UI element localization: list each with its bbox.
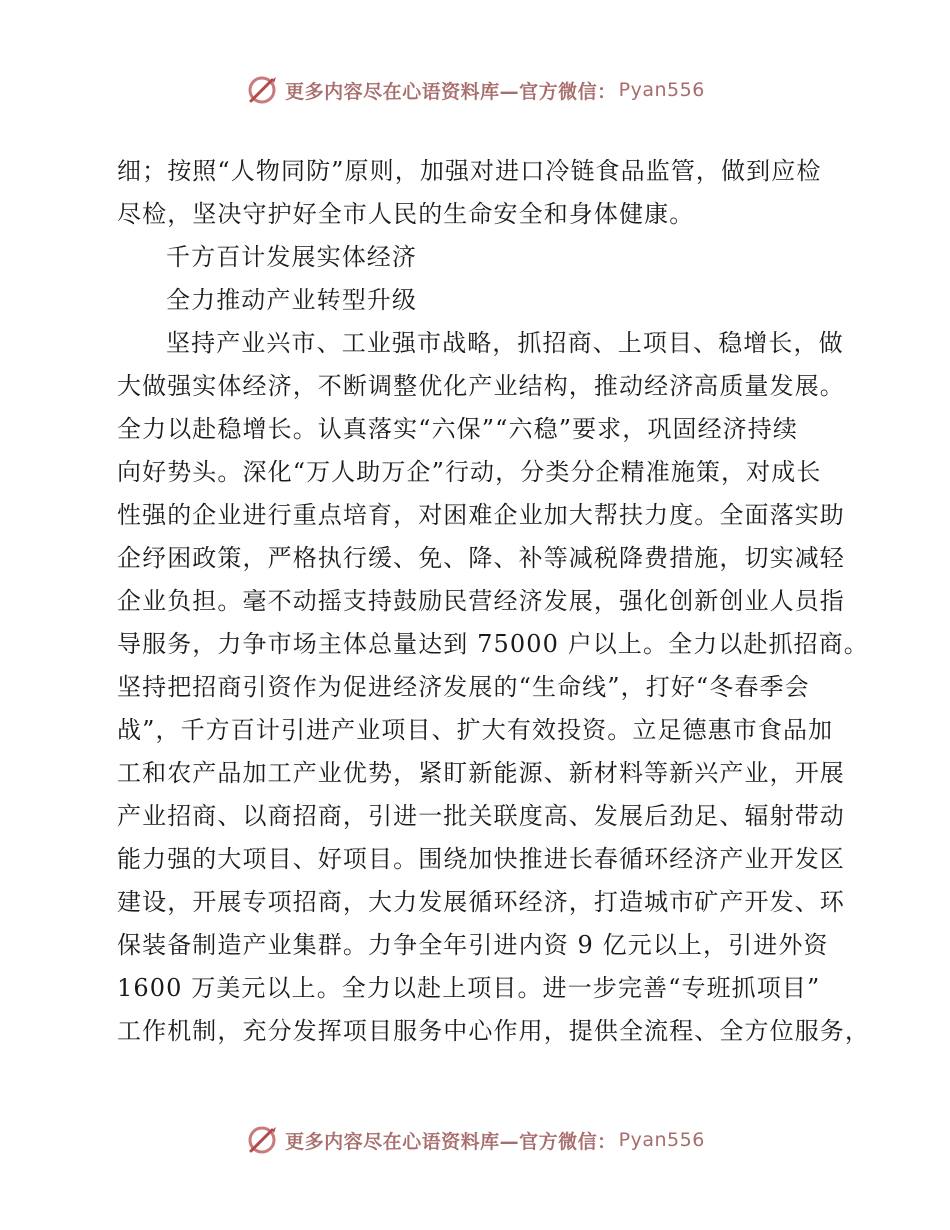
text-line: 工和农产品加工产业优势，紧盯新能源、新材料等新兴产业，开展	[117, 759, 845, 787]
watermark-text: 更多内容尽在心语资料库—官方微信：	[285, 1130, 617, 1153]
text-line: 工作机制，充分发挥项目服务中心作用，提供全流程、全方位服务，	[117, 1017, 870, 1045]
text-line: 保装备制造产业集群。力争全年引进内资 9 亿元以上，引进外资	[117, 931, 829, 959]
text-line: 坚持把招商引资作为促进经济发展的“生命线”，打好“冬春季会	[117, 673, 810, 701]
pen-logo-icon	[245, 1123, 279, 1157]
text-line: 1600 万美元以上。全力以赴上项目。进一步完善“专班抓项目”	[117, 974, 821, 1002]
watermark-wechat-id: Pyan556	[618, 79, 705, 101]
section-subheading: 全力推动产业转型升级	[166, 286, 417, 314]
text-line: 细；按照“人物同防”原则，加强对进口冷链食品监管，做到应检	[117, 157, 822, 185]
text-line: 产业招商、以商招商，引进一批关联度高、发展后劲足、辐射带动	[117, 802, 845, 830]
text-line: 战”，千方百计引进产业项目、扩大有效投资。立足德惠市食品加	[117, 716, 834, 744]
text-line: 尽检，坚决守护好全市人民的生命安全和身体健康。	[117, 200, 695, 228]
text-line: 企纾困政策，严格执行缓、免、降、补等减税降费措施，切实减轻	[117, 544, 845, 572]
section-heading: 千方百计发展实体经济	[166, 243, 417, 271]
paragraph-start: 坚持产业兴市、工业强市战略，抓招商、上项目、稳增长，做	[166, 329, 844, 357]
footer-watermark	[0, 1120, 950, 1160]
watermark-text: 更多内容尽在心语资料库—官方微信：	[285, 80, 617, 103]
header-watermark	[0, 70, 950, 110]
text-line: 全力以赴稳增长。认真落实“六保”“六稳”要求，巩固经济持续	[117, 415, 798, 443]
text-line: 性强的企业进行重点培育，对困难企业加大帮扶力度。全面落实助	[117, 501, 845, 529]
text-line: 能力强的大项目、好项目。围绕加快推进长春循环经济产业开发区	[117, 845, 845, 873]
text-line: 向好势头。深化“万人助万企”行动，分类分企精准施策，对成长	[117, 458, 822, 486]
watermark-wechat-id: Pyan556	[618, 1129, 705, 1151]
pen-logo-icon	[245, 73, 279, 107]
text-line: 大做强实体经济，不断调整优化产业结构，推动经济高质量发展。	[117, 372, 845, 400]
text-line: 导服务，力争市场主体总量达到 75000 户以上。全力以赴抓招商。	[117, 630, 869, 658]
text-line: 企业负担。毫不动摇支持鼓励民营经济发展，强化创新创业人员指	[117, 587, 845, 615]
text-line: 建设，开展专项招商，大力发展循环经济，打造城市矿产开发、环	[117, 888, 845, 916]
document-body	[117, 150, 870, 1053]
